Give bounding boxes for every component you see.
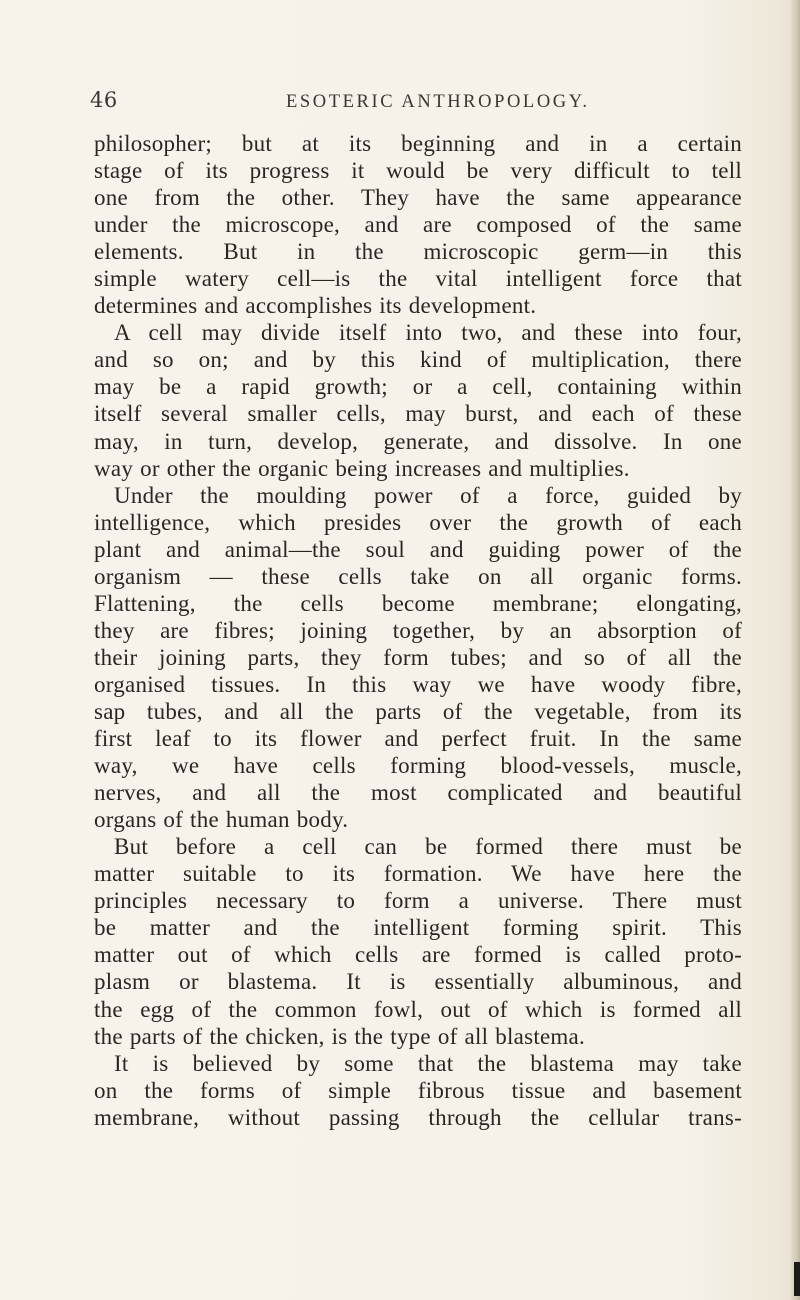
- running-head: [90, 88, 730, 114]
- text-line: philosopher; but at its beginning and in a certain: [94, 131, 742, 156]
- text-line: plant and animal—the soul and guiding power of the: [94, 536, 742, 562]
- text-line: itself several smaller cells, may burst, and each of these: [94, 401, 742, 427]
- text-line: way or other the organic being increases and multiplies.: [94, 455, 630, 481]
- text-line: way, we have cells forming blood-vessels, muscle,: [94, 753, 742, 779]
- page-head-title: ESOTERIC ANTHROPOLOGY.: [286, 92, 590, 112]
- text-line: plasm or blastema. It is essentially albuminous, and: [94, 969, 742, 995]
- text-line: and so on; and by this kind of multiplication, there: [94, 347, 742, 373]
- text-line: nerves, and all the most complicated and beautiful: [94, 780, 742, 806]
- text-line: simple watery cell—is the vital intelligent force that: [94, 266, 742, 292]
- text-line: the egg of the common fowl, out of which is formed all: [94, 996, 742, 1022]
- text-line: organs of the human body.: [94, 807, 349, 833]
- text-line: their joining parts, they form tubes; and so of all the: [94, 644, 742, 670]
- text-line: on the forms of simple fibrous tissue and basement: [94, 1077, 742, 1103]
- text-line: stage of its progress it would be very difficult to tell: [94, 158, 742, 184]
- text-line: may, in turn, develop, generate, and dissolve. In one: [94, 428, 742, 454]
- text-line: elements. But in the microscopic germ—in this: [94, 239, 742, 265]
- text-line: It is believed by some that the blastema may take: [114, 1050, 742, 1076]
- text-line: principles necessary to form a universe. There must: [94, 888, 742, 914]
- text-line: under the microscope, and are composed of the same: [94, 212, 742, 238]
- page-edge-mark: [794, 1262, 800, 1296]
- text-line: membrane, without passing through the cellular trans-: [94, 1104, 742, 1130]
- text-line: A cell may divide itself into two, and these into four,: [114, 320, 742, 346]
- text-line: the parts of the chicken, is the type of all blastema.: [94, 1023, 586, 1049]
- page-number: 46: [90, 88, 118, 112]
- text-line: organism — these cells take on all organic forms.: [94, 563, 742, 589]
- text-line: first leaf to its flower and perfect fruit. In the same: [94, 726, 742, 752]
- text-line: be matter and the intelligent forming spirit. This: [94, 915, 742, 941]
- text-line: intelligence, which presides over the growth of each: [94, 509, 742, 535]
- page-edge-shadow: [790, 0, 800, 1300]
- text-line: organised tissues. In this way we have woody fibre,: [94, 671, 742, 697]
- text-line: But before a cell can be formed there must be: [114, 834, 742, 860]
- text-line: they are fibres; joining together, by an absorption of: [94, 617, 742, 643]
- text-line: matter suitable to its formation. We have here the: [94, 861, 742, 887]
- text-line: sap tubes, and all the parts of the vegetable, from its: [94, 698, 742, 724]
- text-line: Under the moulding power of a force, guided by: [114, 482, 742, 508]
- text-line: may be a rapid growth; or a cell, containing within: [94, 374, 742, 400]
- text-line: Flattening, the cells become membrane; elongating,: [94, 590, 742, 616]
- body-text: [94, 130, 742, 1131]
- text-line: matter out of which cells are formed is called proto-: [94, 942, 742, 968]
- text-line: one from the other. They have the same appearance: [94, 185, 742, 211]
- text-line: determines and accomplishes its development.: [94, 293, 537, 319]
